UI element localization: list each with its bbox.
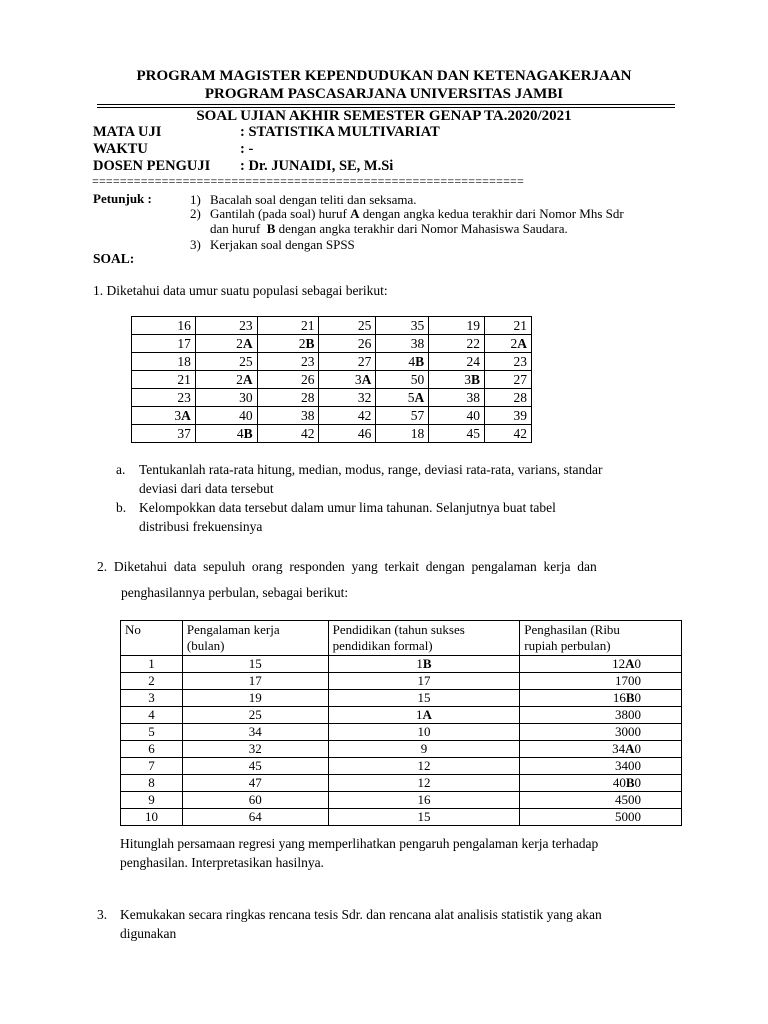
- table-cell: 50: [376, 371, 429, 389]
- table-cell: 2A: [195, 371, 257, 389]
- petunjuk-num-1: 1): [190, 192, 201, 207]
- table-cell: 23: [132, 389, 196, 407]
- table-row: [121, 758, 682, 775]
- table-cell: 18: [376, 425, 429, 443]
- q2-respondent-table: [120, 620, 682, 826]
- table-cell: 57: [376, 407, 429, 425]
- table-cell: 17: [132, 335, 196, 353]
- table-cell: 12A0: [520, 656, 682, 673]
- table-cell: 3: [121, 690, 183, 707]
- table-row: [121, 724, 682, 741]
- q2-after-line1: Hitunglah persamaan regresi yang memperlihatkan pengaruh pengalaman kerja terhadap: [120, 836, 599, 851]
- table-cell: 9: [328, 741, 520, 758]
- table-cell: 21: [485, 317, 532, 335]
- table-cell: 3B: [429, 371, 485, 389]
- table-cell: 27: [485, 371, 532, 389]
- header-rule-top: [97, 104, 675, 105]
- q1-a-line1: Tentukanlah rata-rata hitung, median, modus, range, deviasi rata-rata, varians, standar: [139, 462, 603, 477]
- table-cell: 40B0: [520, 775, 682, 792]
- table-row: [121, 792, 682, 809]
- table-cell: 42: [485, 425, 532, 443]
- table-cell: 1700: [520, 673, 682, 690]
- table-cell: 46: [319, 425, 376, 443]
- info-label-dosen: DOSEN PENGUJI: [93, 158, 211, 174]
- table-cell: 22: [429, 335, 485, 353]
- table-cell: 35: [376, 317, 429, 335]
- table-cell: 40: [429, 407, 485, 425]
- table-cell: 45: [182, 758, 328, 775]
- table-cell: 45: [429, 425, 485, 443]
- table-cell: 26: [319, 335, 376, 353]
- q1-text: 1. Diketahui data umur suatu populasi sebagai berikut:: [93, 283, 388, 298]
- table-cell: 1A: [328, 707, 520, 724]
- table-cell: 6: [121, 741, 183, 758]
- table-cell: 28: [257, 389, 319, 407]
- table-cell: 27: [319, 353, 376, 371]
- info-value-dosen: : Dr. JUNAIDI, SE, M.Si: [240, 158, 394, 174]
- table-cell: 8: [121, 775, 183, 792]
- table-row: [121, 690, 682, 707]
- soal-label: SOAL:: [93, 251, 135, 266]
- q2-after-line2: penghasilan. Interpretasikan hasilnya.: [120, 855, 324, 870]
- table-cell: 5000: [520, 809, 682, 826]
- table-cell: 16: [328, 792, 520, 809]
- q1-b-line2: distribusi frekuensinya: [139, 519, 263, 534]
- petunjuk-item-3: Kerjakan soal dengan SPSS: [210, 237, 355, 252]
- table-cell: 2B: [257, 335, 319, 353]
- table-row: [132, 425, 532, 443]
- table-cell: 16: [132, 317, 196, 335]
- q2-header-no: No: [121, 621, 183, 656]
- table-cell: 2A: [485, 335, 532, 353]
- table-cell: 4B: [195, 425, 257, 443]
- table-row: [121, 775, 682, 792]
- table-cell: 39: [485, 407, 532, 425]
- table-cell: 3000: [520, 724, 682, 741]
- info-label-mata-uji: MATA UJI: [93, 124, 162, 140]
- table-cell: 1B: [328, 656, 520, 673]
- table-cell: 40: [195, 407, 257, 425]
- table-cell: 64: [182, 809, 328, 826]
- table-cell: 16B0: [520, 690, 682, 707]
- q3-line1: Kemukakan secara ringkas rencana tesis Sdr. dan rencana alat analisis statistik yang akan: [120, 907, 602, 922]
- table-cell: 4: [121, 707, 183, 724]
- petunjuk-label: Petunjuk :: [93, 191, 152, 206]
- table-cell: 5A: [376, 389, 429, 407]
- table-cell: 15: [328, 690, 520, 707]
- table-cell: 25: [182, 707, 328, 724]
- q2-header-penghasilan: Penghasilan (Ribu rupiah perbulan): [520, 621, 682, 656]
- table-cell: 15: [328, 809, 520, 826]
- table-cell: 47: [182, 775, 328, 792]
- program-title-line1: PROGRAM MAGISTER KEPENDUDUKAN DAN KETENAGAKERJAAN: [136, 68, 632, 84]
- table-row: [132, 317, 532, 335]
- table-cell: 17: [182, 673, 328, 690]
- table-cell: 32: [182, 741, 328, 758]
- table-row: [132, 353, 532, 371]
- table-cell: 25: [195, 353, 257, 371]
- table-cell: 23: [485, 353, 532, 371]
- petunjuk-num-2: 2): [190, 206, 201, 221]
- table-cell: 21: [132, 371, 196, 389]
- table-cell: 12: [328, 775, 520, 792]
- table-cell: 10: [328, 724, 520, 741]
- table-cell: 21: [257, 317, 319, 335]
- table-row: [132, 371, 532, 389]
- table-cell: 37: [132, 425, 196, 443]
- petunjuk-num-3: 3): [190, 237, 201, 252]
- program-title-line2: PROGRAM PASCASARJANA UNIVERSITAS JAMBI: [204, 86, 564, 102]
- table-cell: 38: [429, 389, 485, 407]
- table-cell: 3800: [520, 707, 682, 724]
- exam-title: SOAL UJIAN AKHIR SEMESTER GENAP TA.2020/2021: [196, 108, 572, 124]
- table-row: [132, 389, 532, 407]
- table-cell: 19: [429, 317, 485, 335]
- table-cell: 2A: [195, 335, 257, 353]
- table-cell: 10: [121, 809, 183, 826]
- table-cell: 25: [319, 317, 376, 335]
- table-cell: 23: [195, 317, 257, 335]
- table-cell: 4B: [376, 353, 429, 371]
- table-cell: 15: [182, 656, 328, 673]
- q2-line2: penghasilannya perbulan, sebagai berikut:: [121, 585, 349, 600]
- table-row: [121, 656, 682, 673]
- table-cell: 17: [328, 673, 520, 690]
- table-cell: 42: [257, 425, 319, 443]
- table-cell: 60: [182, 792, 328, 809]
- info-value-waktu: : -: [240, 141, 254, 157]
- table-cell: 5: [121, 724, 183, 741]
- petunjuk-item-2-line2: dan huruf B dengan angka terakhir dari Nomor Mahasiswa Saudara.: [210, 221, 568, 236]
- table-cell: 38: [376, 335, 429, 353]
- info-label-waktu: WAKTU: [93, 141, 148, 157]
- table-cell: 9: [121, 792, 183, 809]
- q1-b-label: b.: [116, 500, 127, 515]
- table-cell: 1: [121, 656, 183, 673]
- table-cell: 3A: [319, 371, 376, 389]
- q1-b-line1: Kelompokkan data tersebut dalam umur lima tahunan. Selanjutnya buat tabel: [139, 500, 556, 515]
- table-cell: 38: [257, 407, 319, 425]
- table-cell: 30: [195, 389, 257, 407]
- divider-equals: ==============================================================: [92, 174, 524, 188]
- table-cell: 3400: [520, 758, 682, 775]
- q3-line2: digunakan: [120, 926, 177, 941]
- table-cell: 12: [328, 758, 520, 775]
- table-cell: 34: [182, 724, 328, 741]
- table-cell: 34A0: [520, 741, 682, 758]
- table-cell: 4500: [520, 792, 682, 809]
- table-row: [132, 335, 532, 353]
- table-cell: 19: [182, 690, 328, 707]
- table-cell: 7: [121, 758, 183, 775]
- table-row: [121, 673, 682, 690]
- q1-a-label: a.: [116, 462, 126, 477]
- q2-header-pengalaman: Pengalaman kerja (bulan): [182, 621, 328, 656]
- petunjuk-item-2-line1: Gantilah (pada soal) huruf A dengan angka kedua terakhir dari Nomor Mhs Sdr: [210, 206, 624, 221]
- table-cell: 2: [121, 673, 183, 690]
- table-row: [121, 707, 682, 724]
- table-row: [132, 407, 532, 425]
- q3-num: 3.: [97, 907, 108, 922]
- table-cell: 3A: [132, 407, 196, 425]
- q1-age-table: [131, 316, 532, 443]
- info-value-mata-uji: : STATISTIKA MULTIVARIAT: [240, 124, 440, 140]
- table-cell: 24: [429, 353, 485, 371]
- table-cell: 23: [257, 353, 319, 371]
- table-cell: 42: [319, 407, 376, 425]
- q1-a-line2: deviasi dari data tersebut: [139, 481, 274, 496]
- table-cell: 26: [257, 371, 319, 389]
- q2-header-pendidikan: Pendidikan (tahun sukses pendidikan formal): [328, 621, 520, 656]
- table-row: [121, 809, 682, 826]
- table-row: [121, 741, 682, 758]
- table-cell: 32: [319, 389, 376, 407]
- petunjuk-item-1: Bacalah soal dengan teliti dan seksama.: [210, 192, 417, 207]
- table-cell: 28: [485, 389, 532, 407]
- table-cell: 18: [132, 353, 196, 371]
- q2-line1: 2. Diketahui data sepuluh orang responden yang terkait dengan pengalaman kerja dan: [97, 559, 597, 574]
